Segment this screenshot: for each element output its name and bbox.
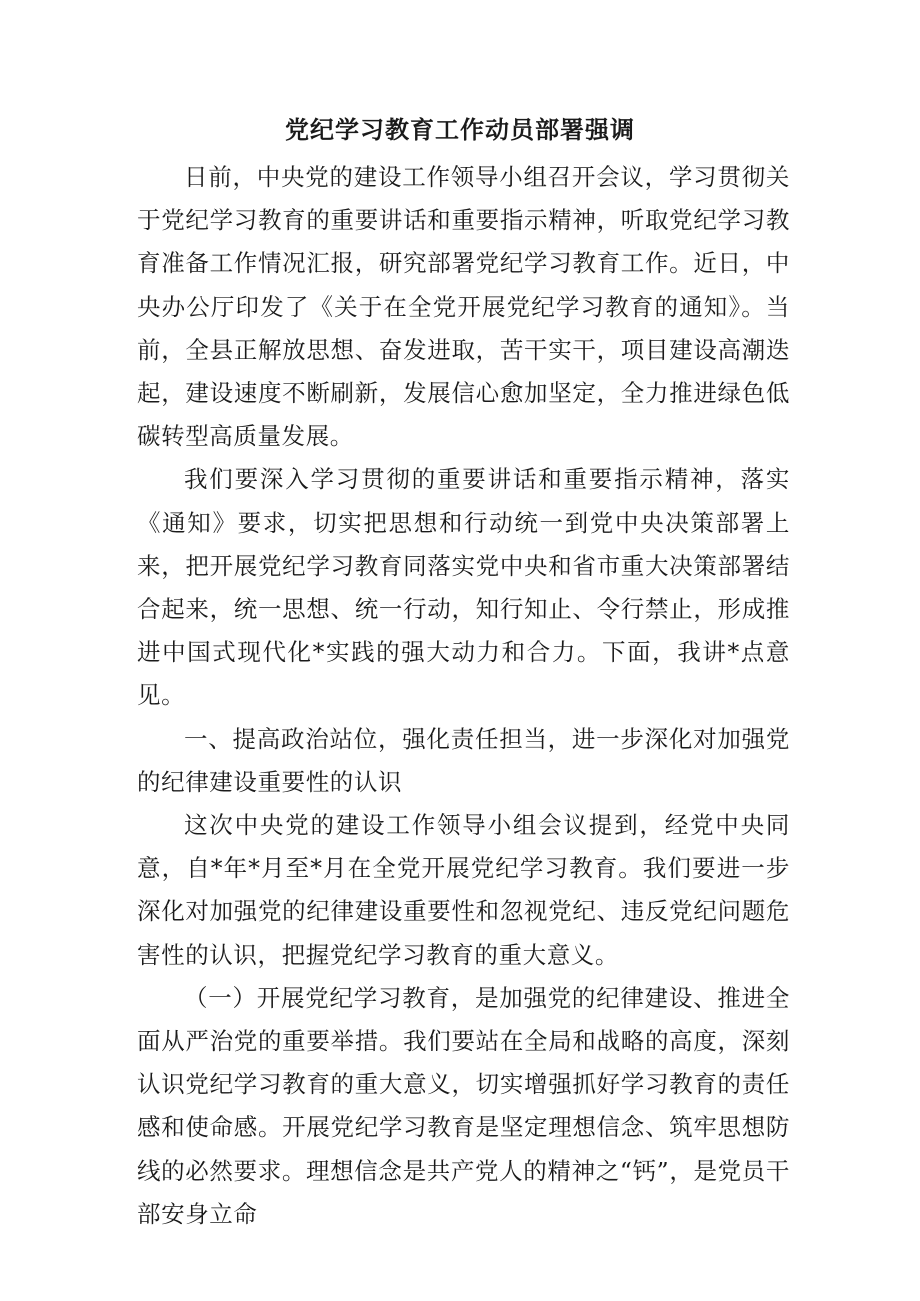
paragraph-meeting: 这次中央党的建设工作领导小组会议提到，经党中央同意，自*年*月至*月在全党开展党纪学习教育。我们要进一步深化对加强党的纪律建设重要性和忽视党纪、违反党纪问题危害性的认识，把握党纪学习教育的重大意义。	[137, 811, 790, 969]
document-title: 党纪学习教育工作动员部署强调	[285, 115, 635, 144]
paragraph-intro: 日前，中央党的建设工作领导小组召开会议，学习贯彻关于党纪学习教育的重要讲话和重要指示精神，听取党纪学习教育准备工作情况汇报，研究部署党纪学习教育工作。近日，中央办公厅印发了《关于在全党开展党纪学习教育的通知》。当前，全县正解放思想、奋发进取，苦干实干，项目建设高潮迭起，建设速度不断刷新，发展信心愈加坚定，全力推进绿色低碳转型高质量发展。	[137, 163, 790, 451]
document-body	[137, 156, 790, 1236]
paragraph-requirements: 我们要深入学习贯彻的重要讲话和重要指示精神，落实《通知》要求，切实把思想和行动统一到党中央决策部署上来，把开展党纪学习教育同落实党中央和省市重大决策部署结合起来，统一思想、统一行动，知行知止、令行禁止，形成推进中国式现代化*实践的强大动力和合力。下面，我讲*点意见。	[137, 465, 790, 710]
section-heading-1: 一、提高政治站位，强化责任担当，进一步深化对加强党的纪律建设重要性的认识	[137, 724, 790, 796]
subsection-1: （一）开展党纪学习教育，是加强党的纪律建设、推进全面从严治党的重要举措。我们要站在全局和战略的高度，深刻认识党纪学习教育的重大意义，切实增强抓好学习教育的责任感和使命感。开展党纪学习教育是坚定理想信念、筑牢思想防线的必然要求。理想信念是共产党人的精神之“钙”，是党员干部安身立命	[137, 983, 790, 1228]
